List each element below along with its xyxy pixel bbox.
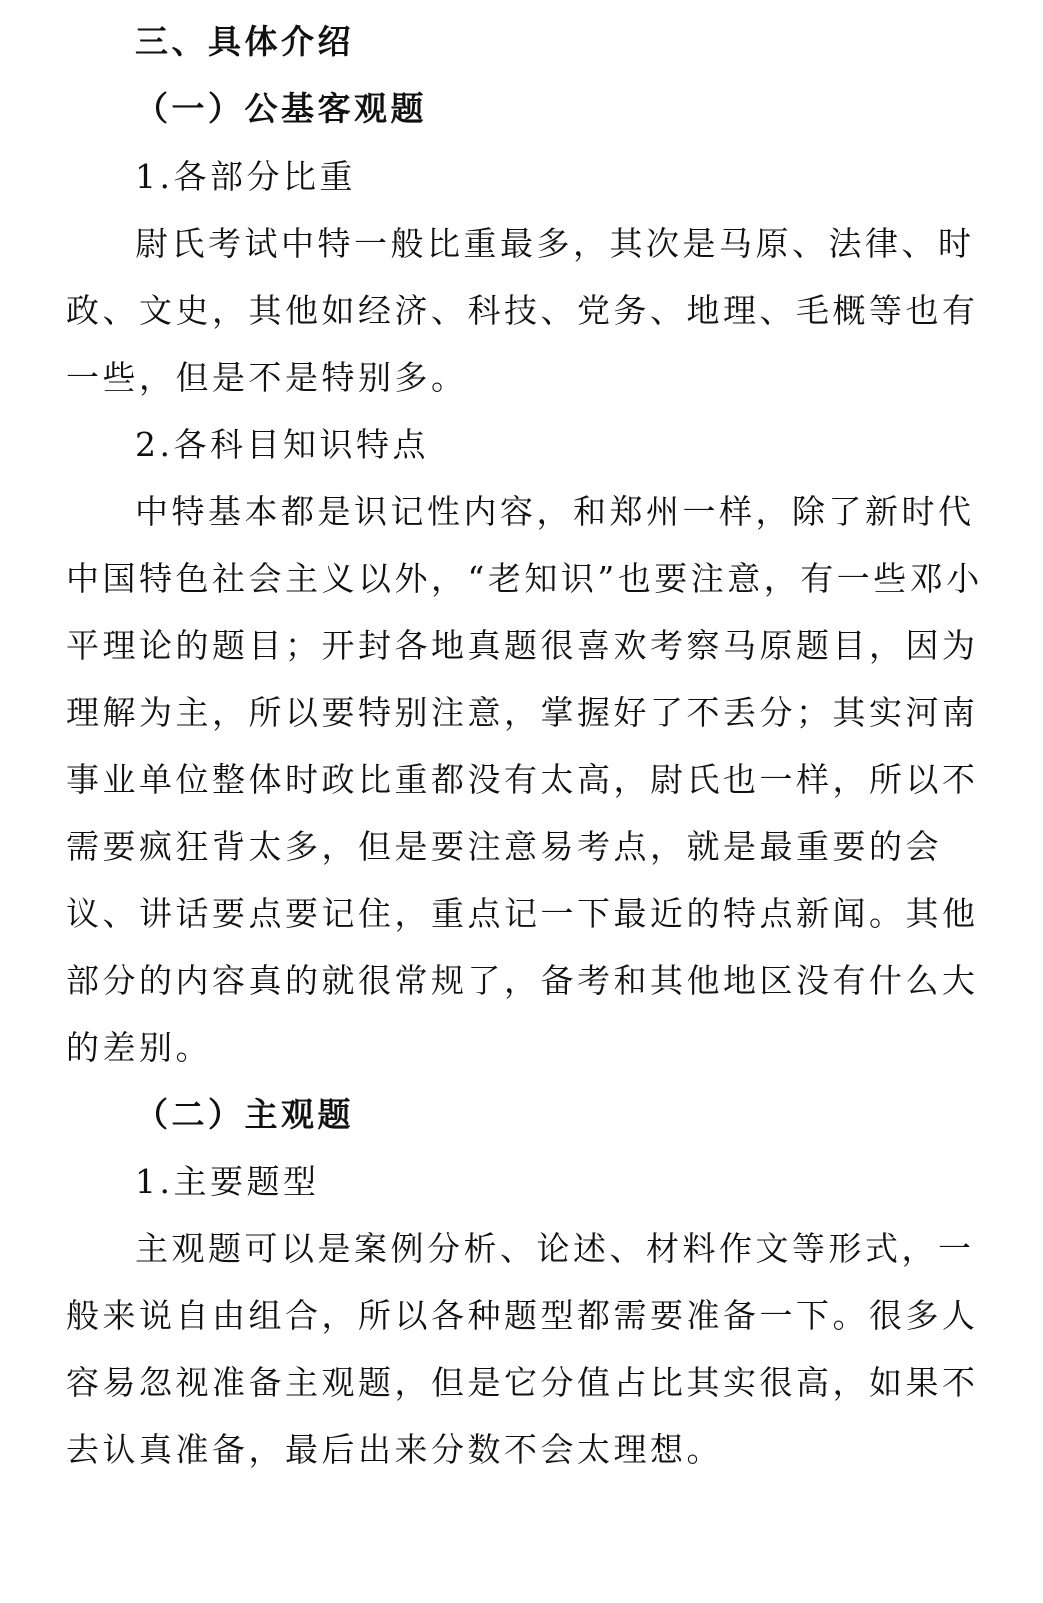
part2-heading: （二）主观题 <box>135 1095 354 1134</box>
paragraph-line: 议、讲话要点要记住，重点记一下最近的特点新闻。其他 <box>66 894 979 933</box>
paragraph-line: 容易忽视准备主观题，但是它分值占比其实很高，如果不 <box>66 1363 979 1402</box>
paragraph-line: 尉氏考试中特一般比重最多，其次是马原、法律、时 <box>135 224 975 263</box>
paragraph-line: 事业单位整体时政比重都没有太高，尉氏也一样，所以不 <box>66 760 979 799</box>
paragraph-line: 平理论的题目；开封各地真题很喜欢考察马原题目，因为 <box>66 626 979 665</box>
paragraph-line: 的差别。 <box>66 1028 212 1067</box>
paragraph-line: 政、文史，其他如经济、科技、党务、地理、毛概等也有 <box>66 291 979 330</box>
part1-sub1-heading: 1.各部分比重 <box>135 157 356 196</box>
part2-sub1-heading: 1.主要题型 <box>135 1162 320 1201</box>
paragraph-line: 去认真准备，最后出来分数不会太理想。 <box>66 1430 723 1469</box>
paragraph-line: 理解为主，所以要特别注意，掌握好了不丢分；其实河南 <box>66 693 979 732</box>
paragraph-line: 中特基本都是识记性内容，和郑州一样，除了新时代 <box>135 492 975 531</box>
paragraph-line: 一些，但是不是特别多。 <box>66 358 468 397</box>
paragraph-line: 般来说自由组合，所以各种题型都需要准备一下。很多人 <box>66 1296 979 1335</box>
paragraph-line: 部分的内容真的就很常规了，备考和其他地区没有什么大 <box>66 961 979 1000</box>
section-heading: 三、具体介绍 <box>135 22 354 61</box>
part1-heading: （一）公基客观题 <box>135 89 427 128</box>
part1-sub2-heading: 2.各科目知识特点 <box>135 425 429 464</box>
paragraph-line: 主观题可以是案例分析、论述、材料作文等形式，一 <box>135 1229 975 1268</box>
paragraph-line: 需要疯狂背太多，但是要注意易考点，就是最重要的会 <box>66 827 942 866</box>
paragraph-line: 中国特色社会主义以外，“老知识”也要注意，有一些邓小 <box>66 559 983 598</box>
